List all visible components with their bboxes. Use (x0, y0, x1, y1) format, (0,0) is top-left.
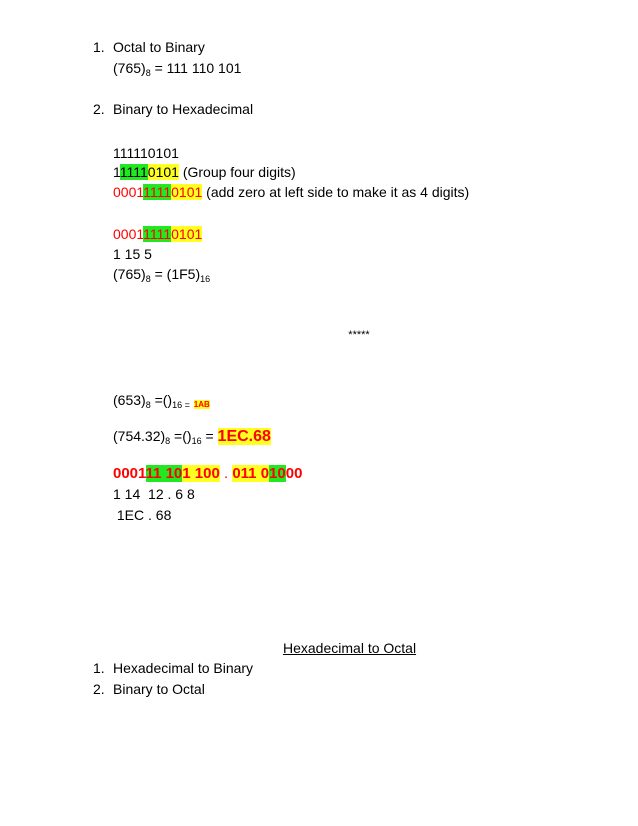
base-subscript: 8 (145, 274, 151, 284)
octal-to-binary-expression (113, 60, 241, 82)
binary-group-highlight: 1111 (143, 184, 172, 200)
note-text: (add zero at left side to make it as 4 digits) (202, 184, 470, 200)
section-title-binary-to-hex: Binary to Hexadecimal (113, 101, 254, 117)
hex-digit-values: 1 15 5 (113, 246, 152, 262)
binary-group-highlight: 0101 (147, 164, 179, 180)
base-subscript: 8 (145, 68, 151, 78)
expr-text: (765) (113, 60, 146, 76)
expr-text: =() (150, 392, 173, 408)
list-number: 1. (93, 660, 105, 676)
answer-highlight: 1EC.68 (217, 428, 271, 445)
binary-part: 1 (136, 226, 144, 242)
expr-text: (765) (113, 266, 146, 282)
base-subscript: 16 (191, 436, 202, 446)
base-subscript: 8 (165, 436, 171, 446)
binary-group-highlight: 011 0 (232, 465, 270, 482)
expr-text: (653) (113, 392, 146, 408)
binary-value: 111110101 (113, 145, 179, 161)
binary-part: 0001 (113, 465, 146, 482)
expr-text: = (201, 428, 218, 444)
binary-group-highlight: 1111 (143, 226, 172, 242)
binary-group-highlight: 0101 (171, 226, 203, 242)
binary-part: 1 (113, 164, 120, 180)
base-subscript: 16 (200, 274, 211, 284)
answer-highlight: 1AB (193, 400, 210, 409)
binary-group-highlight: 1111 (119, 164, 148, 180)
section-heading-hex-to-octal: Hexadecimal to Octal (283, 640, 417, 656)
exercise-line-653 (113, 392, 210, 414)
binary-group-highlight: 1 100 (182, 465, 220, 482)
exercise-line-754 (113, 428, 271, 450)
list-number: 1. (93, 39, 105, 55)
exercise-digit-values: 1 14 12 . 6 8 (113, 486, 195, 502)
base-subscript: 8 (145, 400, 151, 410)
grouped-binary-line (113, 164, 296, 181)
binary-group-highlight: 11 10 (145, 465, 183, 482)
list-number: 2. (93, 101, 105, 117)
padded-binary-line (113, 184, 469, 201)
expr-text: = 111 110 101 (150, 60, 242, 76)
list-item-binary-to-octal: Binary to Octal (113, 681, 205, 697)
expr-text: =() (170, 428, 192, 444)
list-item-hex-to-binary: Hexadecimal to Binary (113, 660, 254, 676)
binary-part: 1 (136, 184, 144, 200)
expr-text: (754.32) (113, 428, 166, 444)
binary-group-highlight: 10 (269, 465, 286, 482)
binary-point: . (219, 465, 233, 482)
base-subscript: 16 = (172, 400, 190, 410)
padding-zeros: 000 (113, 184, 137, 200)
padding-zeros: 000 (113, 226, 137, 242)
note-text: (Group four digits) (178, 164, 296, 180)
section-title-octal-to-binary: Octal to Binary (113, 39, 205, 55)
binary-part: 00 (285, 465, 303, 482)
padded-binary-line (113, 226, 202, 243)
list-number: 2. (93, 681, 105, 697)
exercise-binary-line (113, 465, 302, 482)
octal-to-hex-result (113, 266, 210, 288)
binary-group-highlight: 0101 (171, 184, 203, 200)
exercise-hex-result: 1EC . 68 (113, 507, 172, 523)
section-divider: ***** (348, 329, 370, 341)
expr-text: = (1F5) (150, 266, 201, 282)
